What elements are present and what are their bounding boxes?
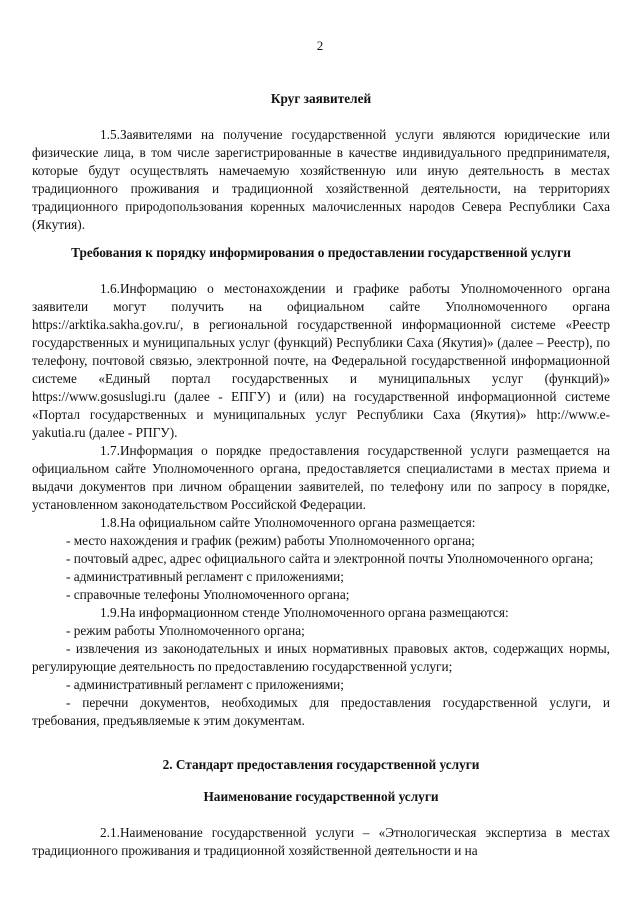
list-item: - справочные телефоны Уполномоченного органа;	[66, 587, 350, 602]
clause-number: 1.9.	[100, 605, 120, 620]
list-item: - административный регламент с приложениями;	[66, 569, 344, 584]
list-item: - административный регламент с приложениями;	[66, 677, 344, 692]
clause-text: Наименование государственной услуги – «Этнологическая экспертиза в местах традиционного проживания и традиционной хозяйственной деятельности и на	[32, 825, 610, 858]
paragraphs-1-6-to-1-9	[32, 280, 610, 730]
clause-text: На информационном стенде Уполномоченного органа размещаются:	[119, 605, 509, 620]
page-number: 2	[316, 38, 324, 53]
clause-text: Заявителями на получение государственной услуги являются юридические или физические лица, в том числе зарегистрированные в качестве индивидуального предпринимателя, которые будут осуществлять намечаемую хозяйственную или иную деятельность в местах традиционного проживания и традиционной хозяйственной деятельности, на территориях традиционного природопользования коренных малочисленных народов Севера Республики Саха (Якутия).	[32, 127, 610, 232]
clause-number: 1.7.	[100, 443, 120, 458]
clause-text: Информацию о местонахождении и графике работы Уполномоченного органа заявители могут получить на официальном сайте Уполномоченного органа https://arktika.sakha.gov.ru/, в региональной государственной информационной системе «Реестр государственных и муниципальных услуг (функций) Республики Саха (Якутия)» (далее – Реестр), по телефону, почтовой связью, электронной почте, на Федеральной государственной информационной системе «Единый портал государственных и муниципальных услуг (функций)» https://www.gosuslugi.ru (далее - ЕПГУ) и (или) на государственной информационной системе «Портал государственных и муниципальных услуг Республики Саха (Якутия)» http://www.e-yakutia.ru (далее - РПГУ).	[32, 281, 610, 440]
list-item: - почтовый адрес, адрес официального сайта и электронной почты Уполномоченного органа;	[66, 551, 594, 566]
list-item: - извлечения из законодательных и иных нормативных правовых актов, содержащих нормы, регулирующие деятельность по предоставлению государственной услуги;	[32, 641, 610, 674]
heading-information-requirements: Требования к порядку информирования о предоставлении государственной услуги	[71, 245, 571, 260]
heading-service-standard: 2. Стандарт предоставления государственной услуги	[162, 757, 480, 772]
heading-service-name: Наименование государственной услуги	[203, 789, 439, 804]
clause-text: Информация о порядке предоставления государственной услуги размещается на официальном сайте Уполномоченного органа, предоставляется специалистами в местах приема и выдачи документов при личном обращении заявителей, по телефону или по запросу в порядке, установленном законодательством Российской Федерации.	[32, 443, 610, 512]
list-item: - режим работы Уполномоченного органа;	[66, 623, 305, 638]
paragraph-2-1	[32, 824, 610, 860]
list-item: - перечни документов, необходимых для предоставления государственной услуги, и требования, предъявляемые к этим документам.	[32, 695, 610, 728]
paragraph-1-9	[32, 604, 610, 622]
heading-applicants: Круг заявителей	[270, 91, 372, 106]
clause-number: 2.1.	[100, 825, 120, 840]
clause-text: На официальном сайте Уполномоченного органа размещается:	[119, 515, 476, 530]
clause-number: 1.6.	[100, 281, 120, 296]
paragraph-1-7	[32, 442, 610, 514]
paragraph-1-8	[32, 514, 610, 532]
clause-number: 1.5.	[100, 127, 120, 142]
paragraph-1-5	[32, 126, 610, 234]
paragraph-1-6	[32, 280, 610, 442]
clause-number: 1.8.	[100, 515, 120, 530]
list-item: - место нахождения и график (режим) работы Уполномоченного органа;	[66, 533, 475, 548]
